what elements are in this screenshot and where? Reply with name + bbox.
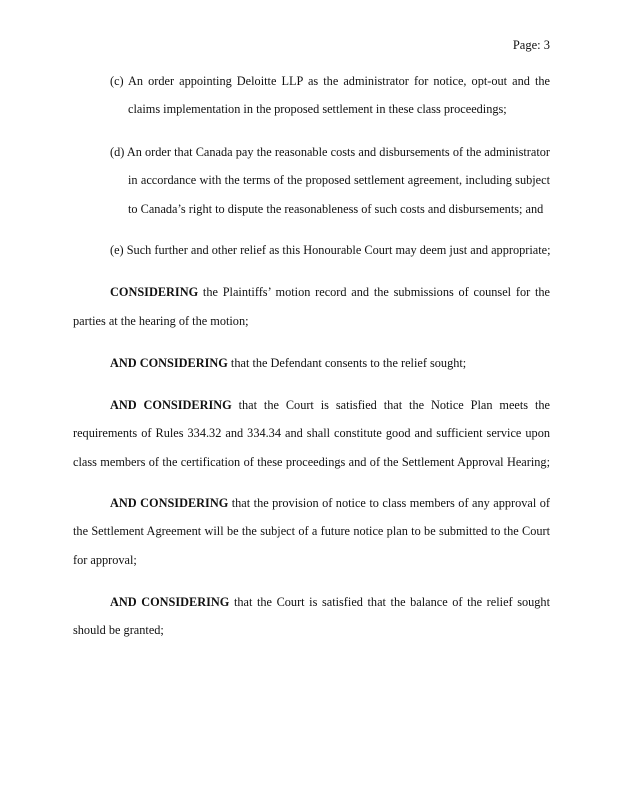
item-d-line-3: to Canada’s right to dispute the reasonableness of such costs and disbursements; and: [128, 202, 544, 216]
para-2-text: that the Defendant consents to the relief sought;: [227, 356, 467, 370]
para-5-line-2: should be granted;: [73, 623, 164, 637]
para-4-line-2: the Settlement Agreement will be the subject of a future notice plan to be submitted to the Court: [73, 524, 550, 538]
item-c-line-2: claims implementation in the proposed settlement in these class proceedings;: [128, 102, 507, 116]
para-5-line-1: [110, 595, 550, 610]
para-5-bold: AND CONSIDERING: [110, 595, 230, 609]
para-1-line-2: parties at the hearing of the motion;: [73, 314, 249, 328]
page-number: Page: 3: [512, 38, 550, 52]
para-4-bold: AND CONSIDERING: [110, 496, 229, 510]
para-3-line-2: requirements of Rules 334.32 and 334.34 and shall constitute good and sufficient service upon: [73, 426, 550, 440]
para-4-text: that the provision of notice to class members of any approval of: [228, 496, 551, 510]
para-3-line-1: [110, 398, 550, 413]
para-5-text: that the Court is satisfied that the balance of the relief sought: [229, 595, 550, 609]
para-3-bold: AND CONSIDERING: [110, 398, 232, 412]
para-2-line-1: [110, 356, 466, 371]
item-d-line-2: in accordance with the terms of the proposed settlement agreement, including subject: [128, 173, 550, 187]
para-3-text: that the Court is satisfied that the Notice Plan meets the: [231, 398, 551, 412]
para-1-line-1: [110, 285, 550, 300]
para-2-bold: AND CONSIDERING: [110, 356, 228, 370]
para-1-bold: CONSIDERING: [110, 285, 199, 299]
item-c-line-1: (c) An order appointing Deloitte LLP as the administrator for notice, opt-out and the: [110, 74, 550, 88]
para-3-line-3: class members of the certification of these proceedings and of the Settlement Approval Hearing;: [73, 455, 550, 469]
para-4-line-3: for approval;: [73, 553, 137, 567]
para-1-text: the Plaintiffs’ motion record and the submissions of counsel for the: [198, 285, 550, 299]
item-d-line-1: (d) An order that Canada pay the reasonable costs and disbursements of the administrator: [110, 145, 550, 159]
item-e-line-1: (e) Such further and other relief as this Honourable Court may deem just and appropriate;: [110, 243, 551, 257]
para-4-line-1: [110, 496, 550, 511]
